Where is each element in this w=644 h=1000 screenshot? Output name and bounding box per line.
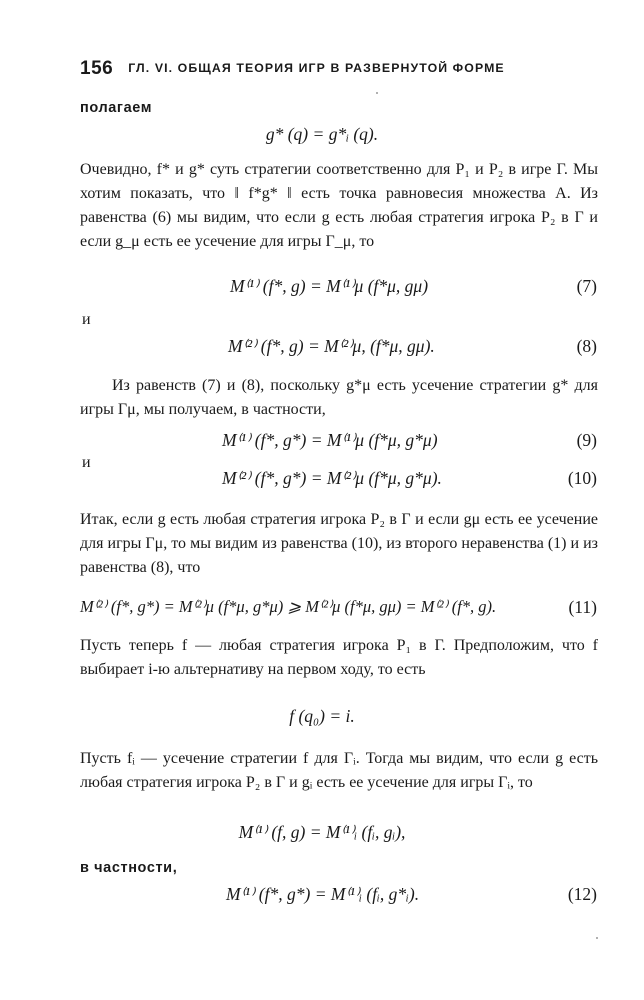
equation-10-number: (10) [567, 468, 597, 488]
paragraph-1: Очевидно, f* и g* суть стратегии соответственно для P₁ и P₂ в игре Γ. Мы хотим показать, что ‖ f*g* ‖ есть точка равновесия множества A. Из равенства (6) мы видим, что если g есть любая стратегия игрока P₂ в Γ и если g_μ есть ее усечение для игры Γ_μ, то [80, 161, 598, 250]
equation-8: M⁽²⁾ (f*, g) = M⁽²⁾μ, (f*μ, gμ). [228, 336, 435, 356]
equation-12-number: (12) [567, 884, 597, 904]
page-header [80, 58, 580, 84]
equation-9: M⁽¹⁾ (f*, g*) = M⁽¹⁾μ (f*μ, g*μ) [222, 430, 438, 450]
lead-word: полагаем [80, 100, 153, 116]
equation-f-q0: f (q₀) = i. [289, 706, 355, 726]
paragraph-4: Пусть теперь f — любая стратегия игрока P₁ в Γ. Предположим, что f выбирает i-ю альтернативу на первом ходу, то есть [80, 637, 598, 678]
equation-unnumbered: M⁽¹⁾ (f, g) = M⁽¹⁾ᵢ (fᵢ, gᵢ), [238, 822, 406, 842]
equation-7-number: (7) [576, 276, 597, 296]
equation-11-number: (11) [568, 597, 597, 617]
equation-7: M⁽¹⁾ (f*, g) = M⁽¹⁾μ (f*μ, gμ) [230, 276, 429, 296]
equation-11: M⁽²⁾ (f*, g*) = M⁽²⁾μ (f*μ, g*μ) ⩾ M⁽²⁾μ (f*μ, gμ) = M⁽²⁾ (f*, g). [80, 597, 497, 616]
in-particular: в частности, [80, 860, 178, 876]
equation-8-number: (8) [576, 336, 597, 356]
conjunction-and-1: и [82, 311, 91, 328]
paragraph-2: Из равенств (7) и (8), поскольку g*μ есть усечение стратегии g* для игры Γμ, мы получаем, в частности, [80, 377, 598, 418]
running-head: ГЛ. VI. ОБЩАЯ ТЕОРИЯ ИГР В РАЗВЕРНУТОЙ ФОРМЕ [128, 61, 505, 75]
conjunction-and-2: и [82, 454, 91, 471]
scan-speck [376, 92, 378, 94]
scan-speck [596, 937, 598, 939]
equation-12: M⁽¹⁾ (f*, g*) = M⁽¹⁾ᵢ (fᵢ, g*ᵢ). [226, 884, 420, 904]
paragraph-3: Итак, если g есть любая стратегия игрока P₂ в Γ и если gμ есть ее усечение для игры Γμ, то мы видим из равенства (10), из второго неравенства (1) и из равенства (8), что [80, 511, 598, 576]
paragraph-5: Пусть fᵢ — усечение стратегии f для Γᵢ. Тогда мы видим, что если g есть любая стратегия игрока P₂ в Γ и gᵢ есть ее усечение для игры Γᵢ, то [80, 750, 598, 791]
page-number: 156 [80, 58, 114, 79]
equation-10: M⁽²⁾ (f*, g*) = M⁽²⁾μ (f*μ, g*μ). [222, 468, 442, 488]
equation-9-number: (9) [576, 430, 597, 450]
equation-g-star: g* (q) = g*ᵢ (q). [265, 124, 379, 144]
